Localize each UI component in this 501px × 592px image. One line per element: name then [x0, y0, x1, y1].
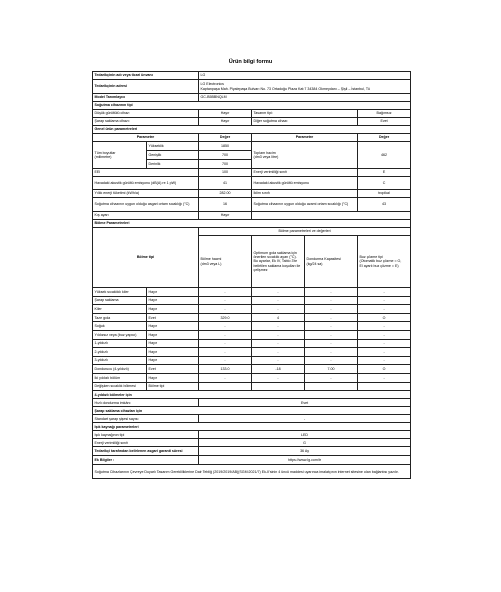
- winter-empty-cell: [252, 212, 411, 220]
- compartment-name: Şarap saklama: [93, 296, 147, 305]
- compartment-present: Hayır: [147, 322, 199, 331]
- width-label: Genişlik: [147, 151, 199, 160]
- compartment-defrost: -: [358, 288, 411, 297]
- compartment-name: Kiler: [93, 305, 147, 314]
- compartment-freezing: -: [305, 339, 358, 348]
- wine-bottles-label: Standart şarap şişesi sayısı: [93, 415, 199, 423]
- height-label: Yükseklik: [147, 142, 199, 151]
- compartment-freezing: -: [305, 348, 358, 357]
- compartment-present: Bölme tipi: [147, 382, 199, 391]
- model-value: GC-B5BBNQLM: [199, 94, 411, 102]
- compartment-present: Hayır: [147, 339, 199, 348]
- compartment-freezing: -: [305, 330, 358, 339]
- compartment-present: Evet: [147, 365, 199, 374]
- compartment-setpoint: -: [252, 288, 305, 297]
- other-cooling-value: Evet: [358, 118, 411, 126]
- compartment-setpoint: -: [252, 296, 305, 305]
- eei-value: 100: [199, 169, 252, 177]
- compartment-volume: -: [199, 296, 252, 305]
- supplier-name-label: Tedarikçinin adı veya ticari ünvanı: [93, 72, 199, 80]
- compartment-present: Hayır: [147, 305, 199, 314]
- other-cooling-label: Diğer soğutma cihazı:: [252, 118, 358, 126]
- total-volume-value: 462: [358, 142, 411, 169]
- compartment-setpoint: 4: [252, 313, 305, 322]
- compartment-name: 2-yıldızlı: [93, 348, 147, 357]
- compartment-params-header: Bölme parametreleri ve değerleri: [199, 228, 411, 236]
- noise-emission-value: 41: [199, 177, 252, 190]
- compartment-volume: -: [199, 339, 252, 348]
- compartment-name: Yüksek sıcaklıklı kiler: [93, 288, 147, 297]
- compartment-row: [93, 348, 411, 357]
- compartment-defrost: -: [358, 356, 411, 365]
- light-section: Işık kaynağı parametreleri: [93, 423, 411, 431]
- depth-value: 700: [199, 160, 252, 169]
- product-info-table: [92, 71, 411, 479]
- noise-class-value: C: [358, 177, 411, 190]
- compartment-name: Taze gıda: [93, 313, 147, 322]
- total-volume-label: Toplam hacim (dm3 veya litre): [252, 142, 358, 169]
- compartment-setpoint: -: [252, 356, 305, 365]
- compartment-name: Yıldızsız veya (buz yapıcı): [93, 330, 147, 339]
- value-header: Değer: [199, 134, 252, 142]
- energy-class-label: Enerji verimliliği sınıfı: [252, 169, 358, 177]
- compartment-row: [93, 322, 411, 331]
- compartment-volume: [199, 382, 252, 391]
- fast-freeze-label: Hızlı dondurma imkânı: [93, 399, 199, 407]
- annual-energy-value: 282.00: [199, 190, 252, 198]
- compartment-row: [93, 365, 411, 374]
- page-title: Ürün bilgi formu: [228, 59, 273, 65]
- noise-class-label: Havadaki akustik gürültü emisyonu: [252, 177, 358, 190]
- compartment-setpoint: [252, 382, 305, 391]
- warranty-label: Tedarikçi tarafından belirlenen asgari garanti süresi: [93, 447, 199, 456]
- noise-emission-label: Havadaki akustik gürültü emisyonu (dB(A) re 1 pW): [93, 177, 199, 190]
- compartment-volume: -: [199, 373, 252, 382]
- compartment-name: Soğuk: [93, 322, 147, 331]
- compartment-row: [93, 313, 411, 322]
- compartment-present: Hayır: [147, 288, 199, 297]
- compartment-setpoint: -: [252, 348, 305, 357]
- compartment-defrost: O: [358, 365, 411, 374]
- compartment-type-header: Bölme tipi: [93, 228, 199, 288]
- compartment-volume: -: [199, 356, 252, 365]
- compartment-volume: -: [199, 305, 252, 314]
- wine-storage-value: Hayır: [199, 118, 252, 126]
- compartment-row: [93, 373, 411, 382]
- compartment-name: İki yıldızlı bölüm: [93, 373, 147, 382]
- compartment-volume: -: [199, 288, 252, 297]
- compartment-row: [93, 288, 411, 297]
- additional-info-label: Ek Bilgiler :: [93, 456, 199, 465]
- compartment-freezing: -: [305, 288, 358, 297]
- compartment-row: [93, 296, 411, 305]
- light-type-label: Işık kaynağının tipi: [93, 431, 199, 439]
- max-ambient-label: Soğutma cihazının uygun olduğu azami ortam sıcaklığı (°C): [252, 198, 358, 212]
- param-header-2: Parametre: [252, 134, 358, 142]
- compartment-defrost: -: [358, 330, 411, 339]
- compartment-defrost: [358, 382, 411, 391]
- compartment-freezing: -: [305, 305, 358, 314]
- compartment-name: 3-yıldızlı: [93, 356, 147, 365]
- compartment-volume: 133.0: [199, 365, 252, 374]
- compartment-freezing: -: [305, 356, 358, 365]
- compartment-setpoint: -: [252, 339, 305, 348]
- compartment-freezing: -: [305, 296, 358, 305]
- light-type-value: LED: [199, 431, 411, 439]
- supplier-address-value: LG Electronics Kaptanpaşa Mah. Piyalepaşa Bulvarı No. 73 Ortadoğu Plaza Kat:7 34384 Okmeydanı – Şişli – İstanbul, Tü: [199, 80, 411, 94]
- wine-storage-label: Şarap saklama cihazı:: [93, 118, 199, 126]
- compartment-present: Hayır: [147, 373, 199, 382]
- col-volume-header: Bölme hacmi (dm3 veya L): [199, 236, 252, 288]
- compartment-defrost: -: [358, 373, 411, 382]
- compartment-setpoint: -: [252, 373, 305, 382]
- compartment-name: Dondurucu (4-yıldızlı): [93, 365, 147, 374]
- additional-info-link[interactable]: https://www.lg.com/tr: [199, 456, 411, 465]
- compartment-defrost: -: [358, 296, 411, 305]
- compartment-present: Hayır: [147, 356, 199, 365]
- col-setpoint-header: Optimum gıda saklama için önerilen sıcaklık ayarı (°C). Bu ayarlar, Ek IV, Tablo 3'te belirtilen saklama koşulları ile çelişmez: [252, 236, 305, 288]
- low-noise-value: Hayır: [199, 110, 252, 118]
- compartment-freezing: -: [305, 313, 358, 322]
- wine-section: Şarap saklama cihazları için: [93, 407, 411, 415]
- compartment-present: Evet: [147, 313, 199, 322]
- compartment-row: [93, 305, 411, 314]
- compartment-row: [93, 356, 411, 365]
- wine-bottles-value: -: [199, 415, 411, 423]
- cooling-type-section: Soğutma cihazının tipi: [93, 102, 411, 110]
- value-header-2: Değer: [358, 134, 411, 142]
- compartment-setpoint: -: [252, 305, 305, 314]
- compartment-name: 1-yıldızlı: [93, 339, 147, 348]
- eei-label: EEI: [93, 169, 199, 177]
- compartment-name: Değişken sıcaklık bölmesi: [93, 382, 147, 391]
- annual-energy-label: Yıllık enerji tüketimi (kWh/a): [93, 190, 199, 198]
- compartment-freezing: [305, 382, 358, 391]
- compartment-volume: 329.0: [199, 313, 252, 322]
- climate-class-value: tropikal: [358, 190, 411, 198]
- compartment-defrost: -: [358, 322, 411, 331]
- compartment-present: Hayır: [147, 296, 199, 305]
- compartment-defrost: O: [358, 313, 411, 322]
- general-section: Genel ürün parametreleri: [93, 126, 411, 134]
- compartment-defrost: -: [358, 339, 411, 348]
- low-noise-label: Düşük gürültülü cihaz:: [93, 110, 199, 118]
- energy-class-value: E: [358, 169, 411, 177]
- compartment-volume: -: [199, 330, 252, 339]
- four-star-section: 4-yıldızlı bölmeler için: [93, 391, 411, 399]
- design-type-value: Bağımsız: [358, 110, 411, 118]
- min-ambient-value: 16: [199, 198, 252, 212]
- fast-freeze-value: Evet: [199, 399, 411, 407]
- supplier-address-label: Tedarikçinin adresi: [93, 80, 199, 94]
- winter-value: Hayır: [199, 212, 252, 220]
- compartment-section: Bölme Parametreleri: [93, 220, 411, 228]
- col-defrost-header: Buz çözme tipi (Otomatik buz çözme = O, El ayarlı buz çözme = E): [358, 236, 411, 288]
- compartment-volume: -: [199, 322, 252, 331]
- compartment-volume: -: [199, 348, 252, 357]
- min-ambient-label: Soğutma cihazının uygun olduğu asgari ortam sıcaklığı (°C): [93, 198, 199, 212]
- climate-class-label: İklim sınıfı: [252, 190, 358, 198]
- compartment-setpoint: -: [252, 322, 305, 331]
- light-class-label: Enerji verimliliği sınıfı: [93, 439, 199, 447]
- compartment-row: [93, 339, 411, 348]
- compartment-setpoint: -18: [252, 365, 305, 374]
- compartment-freezing: 7.00: [305, 365, 358, 374]
- depth-label: Derinlik: [147, 160, 199, 169]
- max-ambient-value: 43: [358, 198, 411, 212]
- supplier-name-value: LG: [199, 72, 411, 80]
- col-freezing-header: Dondurma Kapasitesi (kg/24 sa): [305, 236, 358, 288]
- compartment-defrost: -: [358, 305, 411, 314]
- overall-dims-label: Tüm boyutlar (milimetre): [93, 142, 147, 169]
- warranty-value: 36 Ay: [199, 447, 411, 456]
- compartment-freezing: -: [305, 373, 358, 382]
- design-type-label: Tasarım tipi:: [252, 110, 358, 118]
- height-value: 1850: [199, 142, 252, 151]
- compartment-row: [93, 382, 411, 391]
- compartment-present: Hayır: [147, 330, 199, 339]
- compartment-present: Hayır: [147, 348, 199, 357]
- compartment-freezing: -: [305, 322, 358, 331]
- param-header: Parametre: [93, 134, 199, 142]
- compartment-setpoint: -: [252, 330, 305, 339]
- footer-note: Soğutma Cihazlarının Çevreye Duyarlı Tasarım Gerekliliklerine Dair Tebliğ (2019/2019/AB)(SGM:2021/7) Ek-II'sinin 4 üncü maddesi uyarınca imalatçının internet sitesine olan bağlantısı yazılır.: [93, 465, 411, 479]
- compartment-rows: [93, 288, 411, 391]
- winter-label: Kış ayarı: [93, 212, 199, 220]
- model-label: Model Tanımlayıcı: [93, 94, 199, 102]
- width-value: 700: [199, 151, 252, 160]
- compartment-row: [93, 330, 411, 339]
- compartment-defrost: -: [358, 348, 411, 357]
- light-class-value: G: [199, 439, 411, 447]
